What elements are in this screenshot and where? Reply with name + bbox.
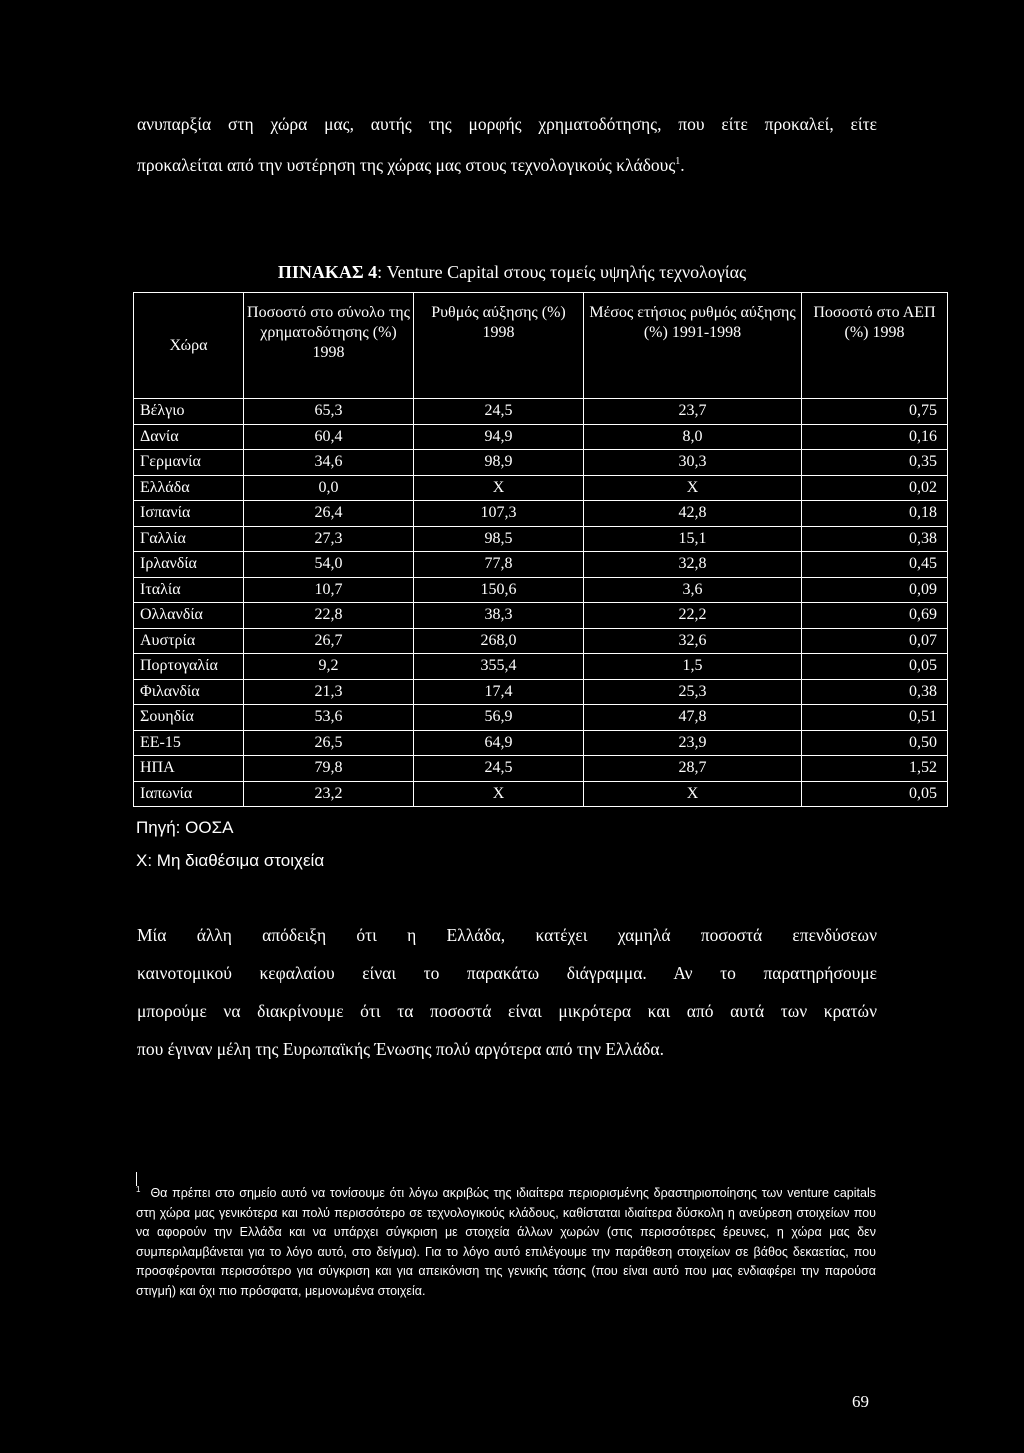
cell-share-of-financing: 53,6 [244,705,414,731]
cell-country: ΕΕ-15 [134,730,244,756]
cell-average-annual-growth: 42,8 [584,501,802,527]
table-title [0,262,1024,283]
cell-country: Ελλάδα [134,475,244,501]
cell-average-annual-growth: X [584,475,802,501]
cell-country: Ιταλία [134,577,244,603]
cell-growth-rate: 107,3 [414,501,584,527]
cell-average-annual-growth: 32,6 [584,628,802,654]
cell-average-annual-growth: 25,3 [584,679,802,705]
cell-share-of-financing: 27,3 [244,526,414,552]
cell-growth-rate: 355,4 [414,654,584,680]
cell-country: Γαλλία [134,526,244,552]
cell-country: Ιαπωνία [134,781,244,807]
cell-share-of-financing: 23,2 [244,781,414,807]
cell-share-of-gdp: 0,38 [802,526,948,552]
cell-average-annual-growth: 30,3 [584,450,802,476]
cell-country: Δανία [134,424,244,450]
intro-line-1: ανυπαρξία στη χώρα μας, αυτής της μορφής χρηματοδότησης, που είτε προκαλεί, είτε [137,114,877,134]
cell-average-annual-growth: 22,2 [584,603,802,629]
cell-growth-rate: 98,5 [414,526,584,552]
body-line-2: καινοτομικού κεφαλαίου είναι το παρακάτω διάγραμμα. Αν το παρατηρήσουμε [137,963,877,983]
table-title-text: : Venture Capital στους τομείς υψηλής τεχνολογίας [377,262,747,282]
cell-share-of-gdp: 0,35 [802,450,948,476]
cell-share-of-financing: 26,7 [244,628,414,654]
cell-share-of-financing: 79,8 [244,756,414,782]
cell-country: Ιρλανδία [134,552,244,578]
table-row [134,475,948,501]
cell-share-of-financing: 60,4 [244,424,414,450]
cell-average-annual-growth: 1,5 [584,654,802,680]
table-note: Χ: Μη διαθέσιμα στοιχεία [136,851,325,870]
cell-share-of-financing: 54,0 [244,552,414,578]
cell-share-of-financing: 65,3 [244,399,414,425]
table-row [134,679,948,705]
cell-average-annual-growth: 28,7 [584,756,802,782]
table-row [134,628,948,654]
intro-line-2-end: . [680,154,685,175]
table-row [134,526,948,552]
cell-share-of-gdp: 0,38 [802,679,948,705]
cell-growth-rate: X [414,475,584,501]
header-average-annual-growth: Μέσος ετήσιος ρυθμός αύξησης (%) 1991-1998 [584,293,802,399]
cell-share-of-gdp: 0,75 [802,399,948,425]
header-country: Χώρα [134,293,244,399]
cell-share-of-gdp: 0,05 [802,781,948,807]
cell-share-of-financing: 34,6 [244,450,414,476]
cell-average-annual-growth: 8,0 [584,424,802,450]
footnote-marker: 1 [136,1185,141,1194]
cell-share-of-financing: 0,0 [244,475,414,501]
cell-share-of-gdp: 0,18 [802,501,948,527]
cell-share-of-gdp: 0,02 [802,475,948,501]
intro-line-2-text: προκαλείται από την υστέρηση της χώρας μας στους τεχνολογικούς κλάδους [137,154,676,175]
cell-average-annual-growth: 23,7 [584,399,802,425]
intro-paragraph [137,105,877,184]
cell-average-annual-growth: 3,6 [584,577,802,603]
table-body [134,399,948,807]
header-growth-rate: Ρυθμός αύξησης (%) 1998 [414,293,584,399]
table-row [134,654,948,680]
table-source: Πηγή: ΟΟΣΑ [136,818,234,837]
cell-country: Βέλγιο [134,399,244,425]
cell-share-of-financing: 10,7 [244,577,414,603]
table-row [134,424,948,450]
footnote [136,1180,876,1301]
body-line-3: μπορούμε να διακρίνουμε ότι τα ποσοστά είναι μικρότερα και από αυτά των κρατών [137,1001,877,1021]
table-row [134,730,948,756]
table-row [134,577,948,603]
table-row [134,399,948,425]
cell-country: Πορτογαλία [134,654,244,680]
cell-growth-rate: 24,5 [414,756,584,782]
cell-average-annual-growth: 47,8 [584,705,802,731]
cell-growth-rate: 64,9 [414,730,584,756]
cell-growth-rate: 98,9 [414,450,584,476]
cell-share-of-gdp: 0,07 [802,628,948,654]
body-paragraph [137,916,877,1068]
table-row [134,501,948,527]
cell-growth-rate: 77,8 [414,552,584,578]
table-row [134,756,948,782]
table-header-row [134,293,948,399]
cell-share-of-gdp: 0,09 [802,577,948,603]
cell-growth-rate: 17,4 [414,679,584,705]
cell-country: Αυστρία [134,628,244,654]
cell-country: Γερμανία [134,450,244,476]
table-row [134,705,948,731]
table-row [134,552,948,578]
cell-share-of-gdp: 0,05 [802,654,948,680]
cell-growth-rate: 268,0 [414,628,584,654]
table-row [134,450,948,476]
table-row [134,603,948,629]
cell-country: Ολλανδία [134,603,244,629]
cell-growth-rate: 38,3 [414,603,584,629]
cell-growth-rate: X [414,781,584,807]
header-share-of-gdp: Ποσοστό στο ΑΕΠ (%) 1998 [802,293,948,399]
intro-line-2 [137,143,877,184]
cell-share-of-gdp: 0,50 [802,730,948,756]
cell-average-annual-growth: 23,9 [584,730,802,756]
table-row [134,781,948,807]
cell-growth-rate: 94,9 [414,424,584,450]
body-line-4: που έγιναν μέλη της Ευρωπαϊκής Ένωσης πολύ αργότερα από την Ελλάδα. [137,1039,664,1059]
cell-share-of-gdp: 0,69 [802,603,948,629]
cell-share-of-financing: 22,8 [244,603,414,629]
cell-growth-rate: 56,9 [414,705,584,731]
cell-country: Σουηδία [134,705,244,731]
venture-capital-table [133,292,948,807]
cell-share-of-gdp: 1,52 [802,756,948,782]
cell-country: Ισπανία [134,501,244,527]
cell-growth-rate: 150,6 [414,577,584,603]
cell-country: Φιλανδία [134,679,244,705]
footnote-text: Θα πρέπει στο σημείο αυτό να τονίσουμε ότι λόγω ακριβώς της ιδιαίτερα περιορισμένης δραστηριοποίησης των venture capitals στη χώρα μας γενικότερα και πολύ περισσότερο σε τεχνολογικούς κλάδους, καθίσταται ιδιαίτερα δύσκολη η ανεύρεση στοιχείων που να αφορούν την Ελλάδα και να υπάρχει σύγκριση με στοιχεία άλλων χωρών (στις περισσότερες έρευνες, η χώρα μας δεν συμπεριλαμβάνεται για το λόγο αυτό, στο δείγμα). Για το λόγο αυτό επιλέγουμε την παράθεση στοιχείων σε βάθος δεκαετίας, που προσφέρονται περισσότερο για σύγκριση και για απεικόνιση της γενικής τάσης (που είναι αυτό που μας ενδιαφέρει την παρούσα στιγμή) και όχι πιο πρόσφατα, μεμονωμένα στοιχεία. [136,1186,876,1298]
header-share-of-financing: Ποσοστό στο σύνολο της χρηματοδότησης (%) 1998 [244,293,414,399]
cell-share-of-financing: 21,3 [244,679,414,705]
cell-share-of-gdp: 0,45 [802,552,948,578]
body-line-1: Μία άλλη απόδειξη ότι η Ελλάδα, κατέχει χαμηλά ποσοστά επενδύσεων [137,925,877,945]
page-number: 69 [852,1392,869,1411]
cell-average-annual-growth: X [584,781,802,807]
cell-share-of-financing: 26,4 [244,501,414,527]
footnote-reference[interactable]: 1 [675,156,681,167]
cell-growth-rate: 24,5 [414,399,584,425]
cell-average-annual-growth: 32,8 [584,552,802,578]
cell-country: ΗΠΑ [134,756,244,782]
cell-average-annual-growth: 15,1 [584,526,802,552]
cell-share-of-financing: 26,5 [244,730,414,756]
cell-share-of-gdp: 0,51 [802,705,948,731]
table-title-label: ΠΙΝΑΚΑΣ 4 [277,262,378,282]
cell-share-of-gdp: 0,16 [802,424,948,450]
cell-share-of-financing: 9,2 [244,654,414,680]
